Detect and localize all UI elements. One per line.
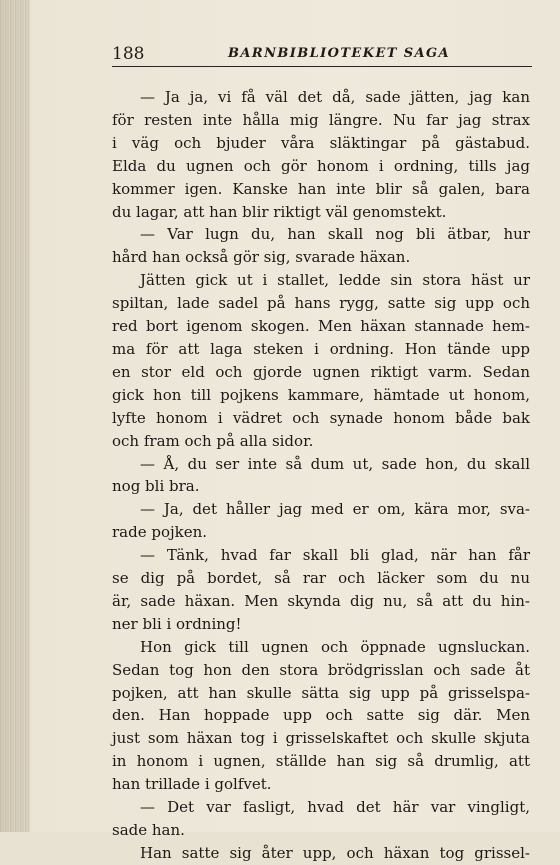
text-line: — Å, du ser inte så dum ut, sade hon, du skall	[140, 454, 530, 473]
body-text	[112, 86, 530, 865]
text-line: hård han också gör sig, svarade häxan.	[112, 248, 411, 267]
text-line: i väg och bjuder våra släktingar på gästabud.	[112, 133, 530, 152]
text-line: Sedan tog hon den stora brödgrisslan och sade åt	[112, 660, 530, 679]
page-number: 188	[112, 44, 145, 64]
text-line: sade han.	[112, 821, 185, 839]
running-header	[112, 40, 532, 67]
text-line: — Tänk, hvad far skall bli glad, när han får	[140, 546, 530, 565]
text-line: är, sade häxan. Men skynda dig nu, så att du hin-	[112, 591, 530, 610]
text-line: för resten inte hålla mig längre. Nu far jag strax	[112, 110, 530, 129]
text-line: rade pojken.	[112, 523, 208, 542]
text-line: Jätten gick ut i stallet, ledde sin stora häst ur	[140, 271, 530, 290]
text-line: en stor eld och gjorde ugnen riktigt varm. Sedan	[112, 362, 530, 381]
text-line: se dig på bordet, så rar och läcker som du nu	[112, 569, 530, 588]
text-line: ner bli i ordning!	[112, 614, 242, 633]
text-line: och fram och på alla sidor.	[112, 431, 314, 450]
text-line: pojken, att han skulle sätta sig upp på grisselspa-	[112, 683, 530, 702]
text-line: den. Han hoppade upp och satte sig där. Men	[112, 706, 530, 725]
text-line: Hon gick till ugnen och öppnade ugnsluckan.	[140, 637, 530, 656]
text-line: — Var lugn du, han skall nog bli ätbar, hur	[140, 225, 530, 244]
running-title: BARNBIBLIOTEKET SAGA	[228, 46, 451, 61]
text-line: lyfte honom i vädret och synade honom både bak	[112, 408, 530, 427]
text-line: Han satte sig åter upp, och häxan tog grissel-	[140, 843, 530, 862]
text-line: spiltan, lade sadel på hans rygg, satte sig upp och	[112, 294, 530, 313]
text-line: Elda du ugnen och gör honom i ordning, tills jag	[112, 156, 530, 175]
text-line: in honom i ugnen, ställde han sig så drumlig, att	[112, 752, 530, 771]
text-line: — Ja, det håller jag med er om, kära mor, sva-	[140, 500, 530, 519]
text-line: red bort igenom skogen. Men häxan stannade hem-	[112, 317, 530, 336]
text-line: gick hon till pojkens kammare, hämtade ut honom,	[112, 385, 530, 404]
text-line: han trillade i golfvet.	[112, 775, 272, 794]
text-line: nog bli bra.	[112, 477, 200, 496]
page-edges	[0, 0, 30, 832]
text-line: — Ja ja, vi få väl det då, sade jätten, jag kan	[140, 88, 530, 106]
text-line: kommer igen. Kanske han inte blir så galen, bara	[112, 179, 530, 198]
text-line: just som häxan tog i grisselskaftet och skulle skjuta	[112, 729, 530, 748]
text-line: ma för att laga steken i ordning. Hon tände upp	[112, 339, 530, 358]
text-line: — Det var fasligt, hvad det här var vingligt,	[140, 798, 530, 817]
text-line: du lagar, att han blir riktigt väl genomstekt.	[112, 202, 447, 221]
